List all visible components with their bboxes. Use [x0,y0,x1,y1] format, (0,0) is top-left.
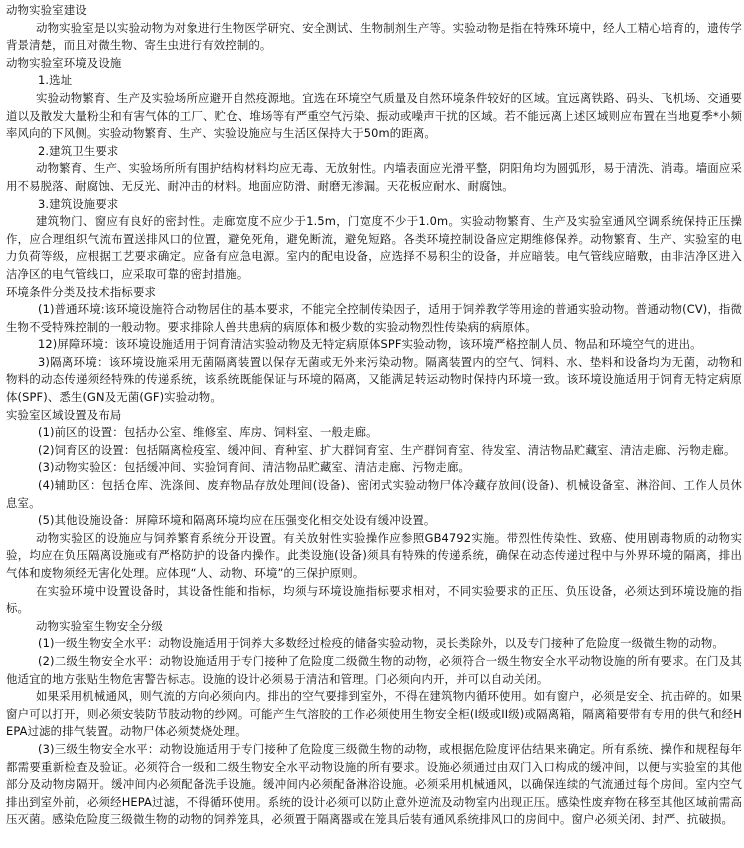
paragraph: 动物实验区的设施应与饲养繁育系统分开设置。有关放射性实验操作应参照GB4792实施。带烈性传染性、致癌、使用剧毒物质的动物实验，均应在负压隔离设施或有严格防护的设备内操作。此类设施(设备)须具有特殊的传递系统，确保在动态传递过程中与外界环境的隔离，排出气体和废物须经无害化处理。应体现“人、动物、环境”的三保护原则。 [6,530,742,580]
section-heading: 实验室区域设置及布局 [6,407,122,422]
paragraph: 12)屏障环境：该环境设施适用于饲育清洁实验动物及无特定病原体SPF实验动物，该环境严格控制人员、物品和环境空气的进出。 [38,337,702,352]
section-heading: 动物实验室环境及设施 [6,55,122,70]
section-heading: 环境条件分类及技术指标要求 [6,284,157,299]
paragraph: 建筑物门、窗应有良好的密封性。走廊宽度不应少于1.5m，门宽度不少于1.0m。实验动物繁育、生产及实验室通风空调系统保持正压操作，应合理组织气流布置送排风口的位置，避免死角，避免断流，避免短路。各类环境控制设备应定期维修保养。动物繁育、生产、实验室的电力负荷等级，应根据工艺要求确定。应备有应急电源。室内的配电设备，应选择不易积尘的设备，并应暗装。电气管线应暗敷，由非洁净区进入洁净区的电气管线口，应采取可靠的密封措施。 [6,214,742,281]
paragraph: (3)动物实验区：包括缓冲间、实验饲育间、清洁物品贮藏室、清洁走廊、污物走廊。 [38,460,471,475]
paragraph: (2)二级生物安全水平：动物设施适用于专门接种了危险度二级微生物的动物，必须符合一级生物安全水平动物设施的所有要求。在门及其他适宜的地方张贴生物危害警告标志。设施的设计必须易于清洁和管理。门必须向内开，并可以自动关闭。 [6,653,742,686]
paragraph: 在实验环境中设置设备时，其设备性能和指标，均须与环境设施指标要求相对，不同实验要求的正压、负压设备，必须达到环境设施的指标。 [6,583,742,616]
paragraph: (5)其他设施设备：屏障环境和隔离环境均应在压强变化相交处设有缓冲设置。 [38,513,436,528]
paragraph: 实验动物繁育、生产及实验场所应避开自然疫源地。宜选在环境空气质量及自然环境条件较好的区域。宜远离铁路、码头、飞机场、交通要道以及散发大量粉尘和有害气体的工厂、贮仓、堆场等有严重空气污染、振动或噪声干扰的区域。若不能远离上述区域则应布置在当地夏季*小频率风向的下风侧。实验动物繁育、生产、实验设施应与生活区保持大于50m的距离。 [6,90,742,141]
paragraph: 3)隔离环境：该环境设施采用无菌隔离装置以保存无菌或无外来污染动物。隔离装置内的空气、饲料、水、垫料和设备均为无菌，动物和物料的动态传递须经特殊的传递系统，该系统既能保证与环境的隔离，又能满足转运动物时保持内环境一致。该环境设施适用于饲育无特定病原体(SPF)、悉生(GN及无菌(GF)实验动物。 [6,354,742,405]
paragraph: (2)饲育区的设置：包括隔离检疫室、缓冲间、育种室、扩大群饲育室、生产群饲育室、待发室、清洁物品贮藏室、清洁走廊、污物走廊。 [38,442,736,457]
paragraph: 如果采用机械通风，则气流的方向必须向内。排出的空气要排到室外，不得在建筑物内循环使用。如有窗户，必须是安全、抗击碎的。如果窗户可以打开，则必须安装防节肢动物的纱网。可能产生气溶胶的工作必须使用生物安全柜(I级或II级)或隔离箱，隔离箱要带有专用的供气和经HEPA过滤的排气装置。动物尸体必须焚烧处理。 [6,689,742,739]
paragraph: (1)普通环境:该环境设施符合动物居住的基本要求，不能完全控制传染因子，适用于饲养教学等用途的普通实验动物。普通动物(CV)，指微生物不受特殊控制的一般动物。要求排除人兽共患病的病原体和极少数的实验动物烈性传染病的病原体。 [6,302,742,334]
section-heading: 动物实验室建设 [6,3,87,17]
paragraph: 3.建筑设施要求 [38,196,119,211]
paragraph: (4)辅助区：包括仓库、洗涤间、废弃物品存放处理间(设备)、密闭式实验动物尸体冷藏存放间(设备)、机械设备室、淋浴间、工作人员休息室。 [6,478,742,510]
paragraph: (3)三级生物安全水平：动物设施适用于专门接种了危险度三级微生物的动物，或根据危险度评估结果来确定。所有系统、操作和规程每年都需要重新检查及验证。必须符合一级和二级生物安全水平动物设施的所有要求。设施必须通过由双门入口构成的缓冲间，以便与实验室的其他部分及动物房隔开。缓冲间内必须配备洗手设施。缓冲间内必须配备淋浴设施。必须采用机械通风，以确保连续的气流通过每个房间。室内空气排出到室外前，必须经HEPA过滤，不得循环使用。系统的设计必须可以防止意外逆流及动物室内出现正压。感染性废弃物在移至其他区域前需高压灭菌。感染危险度三级微生物的动物的饲养笼具，必须置于隔离器或在笼具后装有通风系统排风口的房间中。窗户必须关闭、封严、抗破损。 [6,741,742,827]
paragraph: 2.建筑卫生要求 [38,143,119,158]
paragraph: 动物实验室生物安全分级 [36,618,163,633]
paragraph: 动物繁育、生产、实验场所所有围护结构材料均应无毒、无放射性。内墙表面应光滑平整，阴阳角均为圆弧形，易于清洗、消毒。墙面应采用不易脱落、耐腐蚀、无反光、耐冲击的材料。地面应防滑、耐磨无渗漏。天花板应耐水、耐腐蚀。 [6,161,742,193]
paragraph: (1)前区的设置：包括办公室、维修室、库房、饲料室、一般走廊。 [38,425,378,440]
paragraph: 动物实验室是以实验动物为对象进行生物医学研究、安全测试、生物制剂生产等。实验动物是指在特殊环境中，经人工精心培育的，遗传学背景清楚，而且对微生物、寄生虫进行有效控制的。 [6,20,742,53]
paragraph: (1)一级生物安全水平：动物设施适用于饲养大多数经过检疫的储备实验动物，灵长类除外，以及专门接种了危险度一级微生物的动物。 [38,636,724,651]
paragraph: 1.选址 [38,73,73,88]
